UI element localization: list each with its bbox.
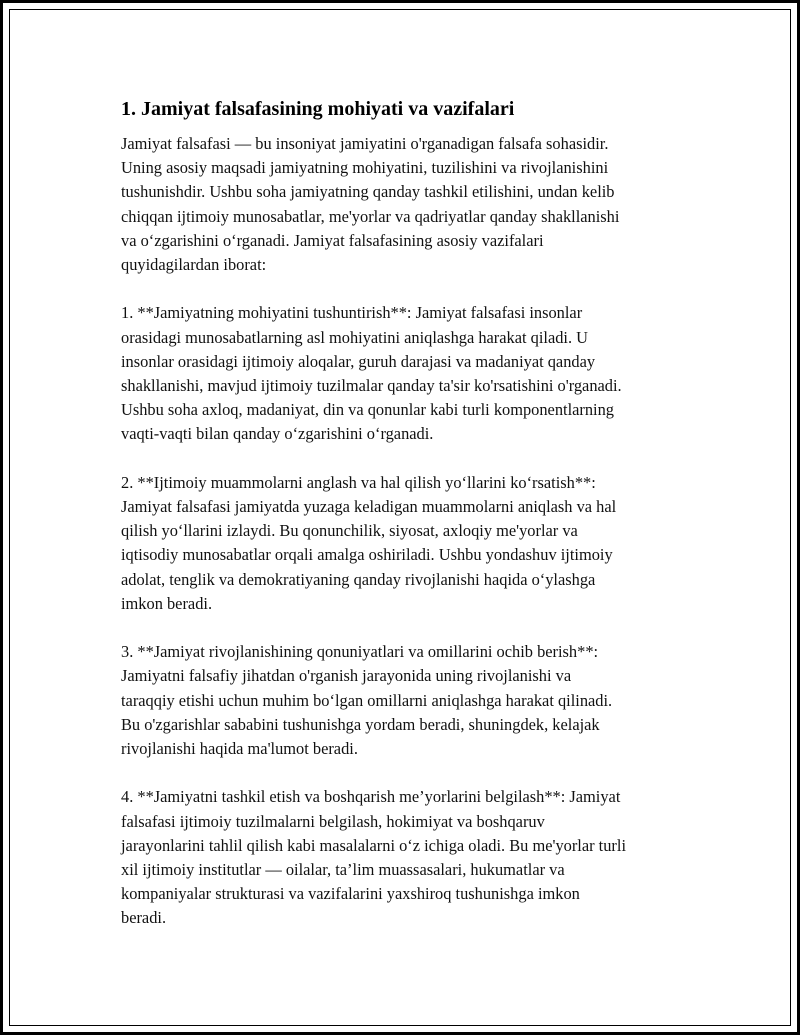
point-2-paragraph: 2. **Ijtimoiy muammolarni anglash va hal qilish yoʻllarini koʻrsatish**: Jamiyat falsafasi jamiyatda yuzaga keladigan muammolarni aniqlash va hal qilish yoʻllarini izlaydi. Bu qonunchilik, siyosat, axloqiy me'yorlar va iqtisodiy munosabatlar orqali amalga oshiriladi. Ushbu yondashuv ijtimoiy adolat, tenglik va demokratiyaning qanday rivojlanishi haqida oʻylashga imkon beradi.	[121, 472, 617, 613]
point-1-paragraph: 1. **Jamiyatning mohiyatini tushuntirish**: Jamiyat falsafasi insonlar orasidagi munosabatlarning asl mohiyatini aniqlashga harakat qiladi. U insonlar orasidagi ijtimoiy aloqalar, guruh darajasi va madaniyat qanday shakllanishi, mavjud ijtimoiy tuzilmalar qanday ta'sir ko'rsatishini o'rganadi. Ushbu soha axloq, madaniyat, din va qonunlar kabi turli komponentlarning vaqti-vaqti bilan qanday oʻzgarishini oʻrganadi.	[121, 303, 622, 444]
intro-paragraph: Jamiyat falsafasi — bu insoniyat jamiyatini o'rganadigan falsafa sohasidir. Uning asosiy maqsadi jamiyatning mohiyatini, tuzilishini va rivojlanishini tushunishdir. Ushbu soha jamiyatning qanday tashkil etilishini, undan kelib chiqqan ijtimoiy munosabatlar, me'yorlar va qadriyatlar qanday shakllanishi va oʻzgarishini oʻrganadi. Jamiyat falsafasining asosiy vazifalari quyidagilardan iborat:	[121, 134, 620, 275]
document-title: 1. Jamiyat falsafasining mohiyati va vazifalari	[121, 98, 515, 120]
point-4-paragraph: 4. **Jamiyatni tashkil etish va boshqarish me’yorlarini belgilash**: Jamiyat falsafasi ijtimoiy tuzilmalarni belgilash, hokimiyat va boshqaruv jarayonlarini tahlil qilish kabi masalalarni oʻz ichiga oladi. Bu me'yorlar turli xil ijtimoiy institutlar — oilalar, ta’lim muassasalari, hukumatlar va kompaniyalar strukturasi va vazifalarini yaxshiroq tushunishga imkon beradi.	[121, 787, 626, 928]
document-content	[121, 96, 691, 955]
point-3-paragraph: 3. **Jamiyat rivojlanishining qonuniyatlari va omillarini ochib berish**: Jamiyatni falsafiy jihatdan o'rganish jarayonida uning rivojlanishi va taraqqiy etishi uchun muhim boʻlgan omillarni aniqlashga harakat qilinadi. Bu o'zgarishlar sababini tushunishga yordam beradi, shuningdek, kelajak rivojlanishi haqida ma'lumot beradi.	[121, 642, 613, 759]
